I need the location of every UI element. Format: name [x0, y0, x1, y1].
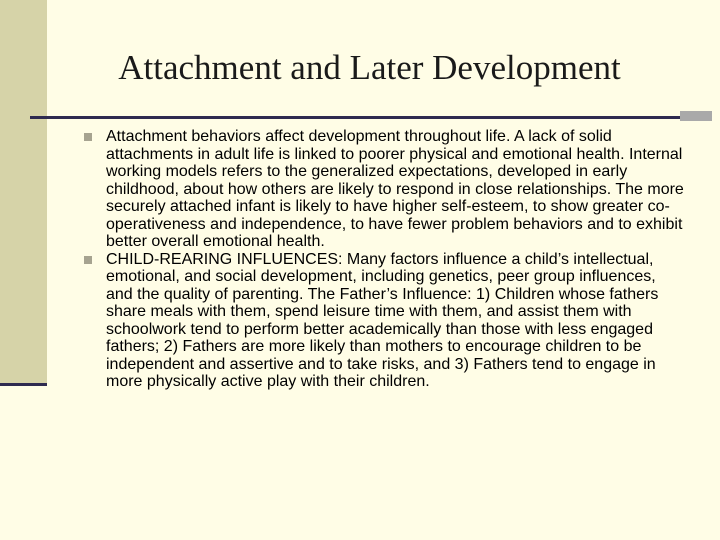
left-accent-underline [0, 383, 47, 386]
title-divider [30, 116, 680, 119]
slide-title: Attachment and Later Development [118, 48, 621, 87]
title-divider-accent [680, 111, 712, 121]
bullet-item-child-rearing [84, 251, 684, 391]
left-accent-band [0, 0, 47, 386]
bullet-text: CHILD-REARING INFLUENCES: Many factors influence a child’s intellectual, emotional, and social development, including genetics, peer group influences, and the quality of parenting. The Father’s Influence: 1) Children whose fathers share meals with them, spend leisure time with them, and assist them with schoolwork tend to perform better academically than those with less engaged fathers; 2) Fathers are more likely than mothers to encourage children to be independent and assertive and to take risks, and 3) Fathers tend to engage in more physically active play with their children. [106, 250, 659, 390]
bullet-list [84, 128, 684, 391]
square-bullet-icon [84, 133, 92, 141]
square-bullet-icon [84, 256, 92, 264]
bullet-item-attachment [84, 128, 684, 251]
bullet-text: Attachment behaviors affect development throughout life. A lack of solid attachments in adult life is linked to poorer physical and emotional health. Internal working models refers to the generalized expectations, developed in early childhood, about how others are likely to respond in close relationships. The more securely attached infant is likely to have higher self-esteem, to show greater co-operativeness and independence, to have fewer problem behaviors and to exhibit better overall emotional health. [106, 128, 684, 250]
